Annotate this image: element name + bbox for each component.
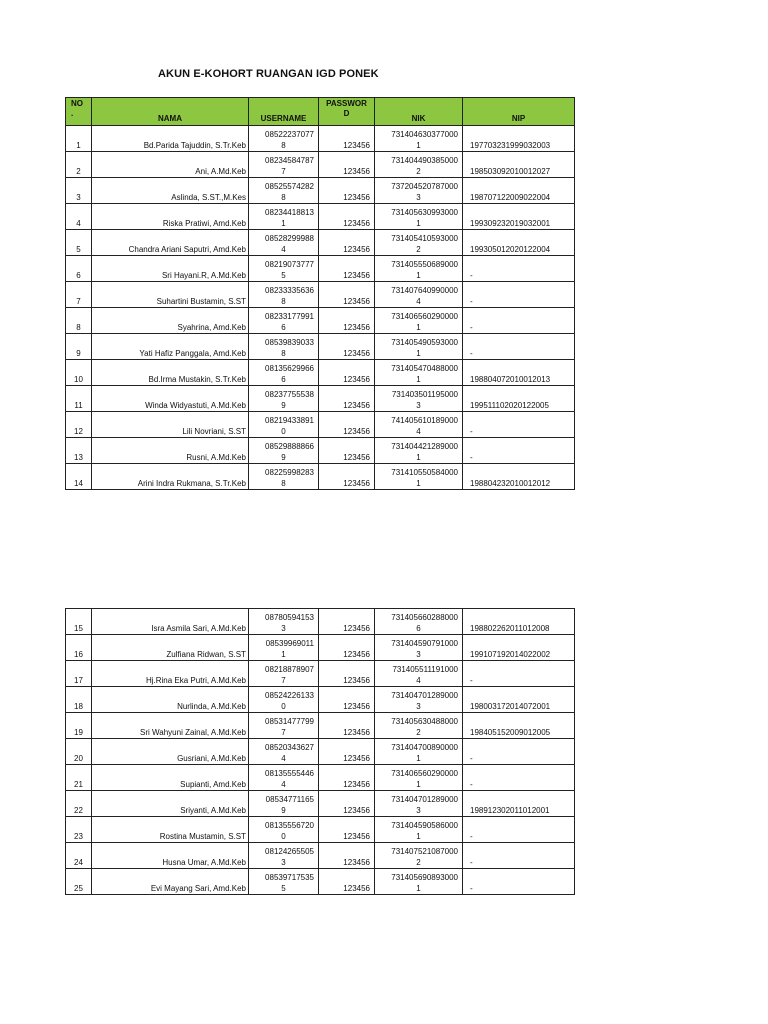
table-header-row [66, 98, 575, 126]
row-no: 5 [66, 230, 92, 256]
row-nik: 731405550689000 1 [375, 256, 463, 282]
table-row [66, 438, 575, 464]
row-nama: Gusriani, A.Md.Keb [92, 739, 249, 765]
row-password: 123456 [319, 843, 375, 869]
row-nik: 731404630377000 1 [375, 126, 463, 152]
table-row [66, 765, 575, 791]
row-no: 14 [66, 464, 92, 490]
row-no: 25 [66, 869, 92, 895]
row-password: 123456 [319, 869, 375, 895]
row-password: 123456 [319, 817, 375, 843]
row-no: 9 [66, 334, 92, 360]
row-nip: 198405152009012005 [463, 713, 575, 739]
row-no: 18 [66, 687, 92, 713]
table-row [66, 869, 575, 895]
row-username: 08219433891 0 [249, 412, 319, 438]
row-password: 123456 [319, 334, 375, 360]
row-username: 08539969011 1 [249, 635, 319, 661]
row-nip: - [463, 739, 575, 765]
row-no: 15 [66, 609, 92, 635]
row-nik: 731407640990000 4 [375, 282, 463, 308]
row-nama: Aslinda, S.ST.,M.Kes [92, 178, 249, 204]
table-row [66, 360, 575, 386]
row-password: 123456 [319, 308, 375, 334]
row-nama: Syahrina, Amd.Keb [92, 308, 249, 334]
row-no: 11 [66, 386, 92, 412]
row-username: 08520343627 4 [249, 739, 319, 765]
row-nik: 741405610189000 4 [375, 412, 463, 438]
row-password: 123456 [319, 765, 375, 791]
row-username: 08237755538 9 [249, 386, 319, 412]
row-nip: - [463, 661, 575, 687]
row-password: 123456 [319, 739, 375, 765]
row-no: 3 [66, 178, 92, 204]
row-password: 123456 [319, 152, 375, 178]
row-nama: Zulfiana Ridwan, S.ST [92, 635, 249, 661]
table-row [66, 412, 575, 438]
row-username: 08233177991 6 [249, 308, 319, 334]
row-username: 08233335636 8 [249, 282, 319, 308]
row-nip: 198912302011012001 [463, 791, 575, 817]
row-nama: Husna Umar, A.Md.Keb [92, 843, 249, 869]
table-row [66, 713, 575, 739]
row-username: 08522237077 8 [249, 126, 319, 152]
accounts-table-2 [65, 608, 575, 895]
row-nama: Arini Indra Rukmana, S.Tr.Keb [92, 464, 249, 490]
row-nama: Hj.Rina Eka Putri, A.Md.Keb [92, 661, 249, 687]
row-nip: 199305012020122004 [463, 230, 575, 256]
row-nip: 198003172014072001 [463, 687, 575, 713]
accounts-table-1 [65, 97, 575, 490]
row-password: 123456 [319, 609, 375, 635]
row-nik: 731404421289000 1 [375, 438, 463, 464]
table-row [66, 609, 575, 635]
table-1-body [66, 126, 575, 490]
row-username: 08529888866 9 [249, 438, 319, 464]
row-nama: Evi Mayang Sari, Amd.Keb [92, 869, 249, 895]
table-row [66, 791, 575, 817]
row-nip: - [463, 308, 575, 334]
row-nik: 731405511191000 4 [375, 661, 463, 687]
row-nip: - [463, 282, 575, 308]
row-nik: 731404701289000 3 [375, 791, 463, 817]
row-nip: 198804232010012012 [463, 464, 575, 490]
page-title: AKUN E-KOHORT RUANGAN IGD PONEK [158, 68, 379, 80]
row-password: 123456 [319, 178, 375, 204]
row-no: 2 [66, 152, 92, 178]
row-username: 08539839033 8 [249, 334, 319, 360]
header-nama: NAMA [92, 98, 249, 126]
header-username: USERNAME [249, 98, 319, 126]
row-nip: - [463, 869, 575, 895]
row-nik: 737204520787000 3 [375, 178, 463, 204]
table-row [66, 256, 575, 282]
row-no: 8 [66, 308, 92, 334]
row-username: 08225998283 8 [249, 464, 319, 490]
row-nama: Sriyanti, A.Md.Keb [92, 791, 249, 817]
row-nik: 731404590586000 1 [375, 817, 463, 843]
row-no: 4 [66, 204, 92, 230]
table-row [66, 178, 575, 204]
row-nip: - [463, 765, 575, 791]
table-row [66, 464, 575, 490]
row-username: 08234584787 7 [249, 152, 319, 178]
row-nik: 731405630488000 2 [375, 713, 463, 739]
row-username: 08218878907 7 [249, 661, 319, 687]
table-row [66, 843, 575, 869]
row-nama: Riska Pratiwi, Amd.Keb [92, 204, 249, 230]
table-row [66, 739, 575, 765]
row-password: 123456 [319, 464, 375, 490]
table-row [66, 635, 575, 661]
row-nama: Lili Novriani, S.ST [92, 412, 249, 438]
row-username: 08531477799 7 [249, 713, 319, 739]
row-nik: 731405470488000 1 [375, 360, 463, 386]
row-nik: 731410550584000 1 [375, 464, 463, 490]
row-nik: 731404700890000 1 [375, 739, 463, 765]
row-no: 23 [66, 817, 92, 843]
row-username: 08234418813 1 [249, 204, 319, 230]
row-nip: 198804072010012013 [463, 360, 575, 386]
row-no: 20 [66, 739, 92, 765]
table-row [66, 817, 575, 843]
row-no: 13 [66, 438, 92, 464]
row-nik: 731404590791000 3 [375, 635, 463, 661]
row-nik: 731406560290000 1 [375, 765, 463, 791]
table-row [66, 230, 575, 256]
row-password: 123456 [319, 360, 375, 386]
row-password: 123456 [319, 126, 375, 152]
row-nip: 198707122009022004 [463, 178, 575, 204]
row-no: 24 [66, 843, 92, 869]
table-row [66, 282, 575, 308]
header-no: NO . [66, 98, 92, 126]
row-nama: Supianti, Amd.Keb [92, 765, 249, 791]
row-nip: - [463, 256, 575, 282]
table-row [66, 126, 575, 152]
row-password: 123456 [319, 412, 375, 438]
table-row [66, 334, 575, 360]
row-nama: Winda Widyastuti, A.Md.Keb [92, 386, 249, 412]
row-nip: - [463, 843, 575, 869]
row-nip: 199309232019032001 [463, 204, 575, 230]
row-username: 08524226133 0 [249, 687, 319, 713]
row-nip: 199511102020122005 [463, 386, 575, 412]
row-username: 08124265505 3 [249, 843, 319, 869]
row-username: 08219073777 5 [249, 256, 319, 282]
row-nik: 731405410593000 2 [375, 230, 463, 256]
table-row [66, 386, 575, 412]
row-password: 123456 [319, 687, 375, 713]
row-nik: 731405660288000 6 [375, 609, 463, 635]
header-nik: NIK [375, 98, 463, 126]
row-nip: - [463, 334, 575, 360]
header-password: PASSWOR D [319, 98, 375, 126]
row-nama: Suhartini Bustamin, S.ST [92, 282, 249, 308]
row-username: 08539717535 5 [249, 869, 319, 895]
row-username: 08534771165 9 [249, 791, 319, 817]
header-nip: NIP [463, 98, 575, 126]
table-2-body [66, 609, 575, 895]
row-password: 123456 [319, 438, 375, 464]
row-no: 16 [66, 635, 92, 661]
row-nama: Bd.Irma Mustakin, S.Tr.Keb [92, 360, 249, 386]
row-nama: Chandra Ariani Saputri, Amd.Keb [92, 230, 249, 256]
row-nama: Bd.Parida Tajuddin, S.Tr.Keb [92, 126, 249, 152]
row-nik: 731404701289000 3 [375, 687, 463, 713]
row-password: 123456 [319, 204, 375, 230]
row-username: 08135556720 0 [249, 817, 319, 843]
row-password: 123456 [319, 791, 375, 817]
row-nama: Yati Hafiz Panggala, Amd.Keb [92, 334, 249, 360]
row-nik: 731407521087000 2 [375, 843, 463, 869]
row-nama: Sri Hayani.R, A.Md.Keb [92, 256, 249, 282]
row-nama: Rostina Mustamin, S.ST [92, 817, 249, 843]
row-no: 19 [66, 713, 92, 739]
row-nip: - [463, 412, 575, 438]
row-no: 7 [66, 282, 92, 308]
row-nip: - [463, 817, 575, 843]
row-username: 08135629966 6 [249, 360, 319, 386]
row-nik: 731405490593000 1 [375, 334, 463, 360]
row-nip: 198503092010012027 [463, 152, 575, 178]
row-nip: - [463, 438, 575, 464]
row-no: 10 [66, 360, 92, 386]
table-row [66, 204, 575, 230]
table-row [66, 152, 575, 178]
row-username: 08780594153 3 [249, 609, 319, 635]
row-nik: 731405630993000 1 [375, 204, 463, 230]
row-no: 22 [66, 791, 92, 817]
row-password: 123456 [319, 256, 375, 282]
row-nama: Ani, A.Md.Keb [92, 152, 249, 178]
row-nik: 731406560290000 1 [375, 308, 463, 334]
row-nik: 731404490385000 2 [375, 152, 463, 178]
row-no: 12 [66, 412, 92, 438]
row-password: 123456 [319, 713, 375, 739]
row-username: 08528299988 4 [249, 230, 319, 256]
row-no: 21 [66, 765, 92, 791]
row-nama: Sri Wahyuni Zainal, A.Md.Keb [92, 713, 249, 739]
row-nama: Isra Asmila Sari, A.Md.Keb [92, 609, 249, 635]
row-password: 123456 [319, 661, 375, 687]
table-row [66, 661, 575, 687]
row-username: 08525574282 8 [249, 178, 319, 204]
row-nip: 199107192014022002 [463, 635, 575, 661]
row-nama: Nurlinda, A.Md.Keb [92, 687, 249, 713]
table-row [66, 687, 575, 713]
row-nik: 731405690893000 1 [375, 869, 463, 895]
row-nama: Rusni, A.Md.Keb [92, 438, 249, 464]
row-password: 123456 [319, 282, 375, 308]
row-no: 1 [66, 126, 92, 152]
table-row [66, 308, 575, 334]
row-nip: 197703231999032003 [463, 126, 575, 152]
row-no: 6 [66, 256, 92, 282]
row-username: 08135555446 4 [249, 765, 319, 791]
row-password: 123456 [319, 635, 375, 661]
row-no: 17 [66, 661, 92, 687]
row-nip: 198802262011012008 [463, 609, 575, 635]
row-password: 123456 [319, 386, 375, 412]
row-password: 123456 [319, 230, 375, 256]
row-nik: 731403501195000 3 [375, 386, 463, 412]
